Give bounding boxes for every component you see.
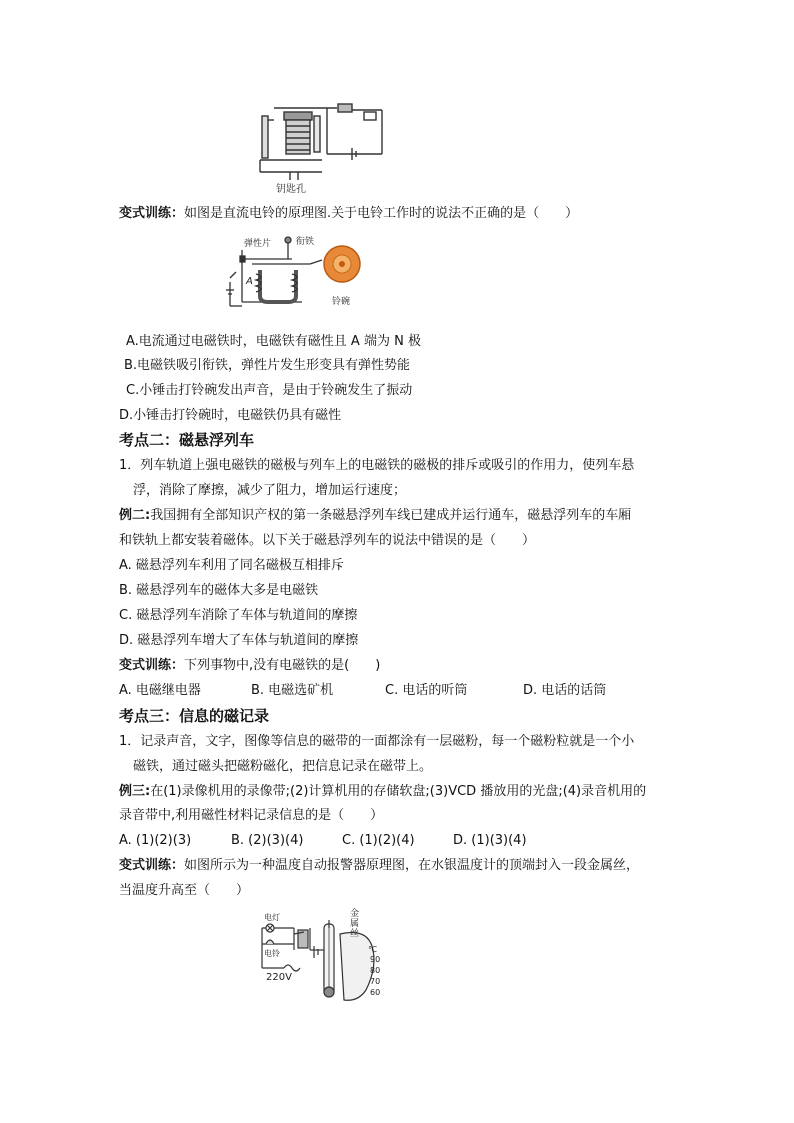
s2-variation-text: 下列事物中,没有电磁铁的是( ): [184, 658, 381, 673]
s3-variation-line2: 当温度升高至（ ）: [119, 883, 250, 898]
s3-example-line2: 录音带中,利用磁性材料记录信息的是（ ）: [119, 808, 384, 823]
s3-point-line1: 1．记录声音，文字，图像等信息的磁带的一面都涂有一层磁粉，每一个磁粉粒就是一个小: [119, 734, 635, 749]
s2-example-line1: 我国拥有全部知识产权的第一条磁悬浮列车线已建成并运行通车，磁悬浮列车的车厢: [150, 508, 632, 523]
tick-60: 60: [370, 988, 381, 997]
tick-70: 70: [370, 977, 381, 986]
s2-ex-option-b: B. 磁悬浮列车的磁体大多是电磁铁: [119, 583, 319, 598]
s3-example-line1: 在(1)录像机用的录像带;(2)计算机用的存储软盘;(3)VCD 播放用的光盘;(4)录音机用的: [150, 784, 647, 799]
section-2-title: 考点二：磁悬浮列车: [119, 431, 255, 449]
s2-v-option-a: A. 电磁继电器: [119, 683, 201, 698]
s2-v-option-d: D. 电话的话筒: [523, 683, 607, 698]
s2-example-line2: 和铁轨上都安装着磁体。以下关于磁悬浮列车的说法中错误的是（ ）: [119, 533, 536, 548]
s3-ex-option-d: D. (1)(3)(4): [453, 833, 527, 848]
figure1-caption: 钥匙孔: [276, 184, 306, 194]
label-celsius: ℃: [368, 945, 377, 954]
label-lamp: 电灯: [264, 913, 280, 922]
v1-option-a: A.电流通过电磁铁时，电磁铁有磁性且 A 端为 N 极: [126, 334, 421, 349]
s3-point-line2: 磁铁，通过磁头把磁粉磁化，把信息记录在磁带上。: [133, 759, 433, 774]
s3-ex-option-b: B. (2)(3)(4): [231, 833, 304, 848]
s3-example: [119, 784, 646, 800]
s2-example: [119, 508, 631, 524]
s3-variation: [119, 858, 639, 874]
v1-option-c: C.小锤击打铃碗发出声音，是由于铃碗发生了振动: [126, 383, 413, 398]
figure-temperature-alarm: [258, 906, 398, 1006]
label-wire-2: 属: [350, 919, 360, 929]
figure-electric-bell: [222, 232, 372, 314]
tick-90: 90: [370, 955, 381, 964]
s2-point-line2: 浮，消除了摩擦，减少了阻力，增加运行速度；: [133, 483, 407, 498]
s2-v-option-c: C. 电话的听筒: [385, 683, 468, 698]
s2-ex-option-d: D. 磁悬浮列车增大了车体与轨道间的摩擦: [119, 633, 359, 648]
example-label: 例二:: [119, 508, 151, 523]
label-wire-3: 丝: [350, 929, 360, 939]
s3-ex-option-c: C. (1)(2)(4): [342, 833, 415, 848]
s2-variation: [119, 658, 380, 674]
label-220v: 220V: [266, 972, 292, 983]
variation-1-question: [119, 206, 578, 222]
label-pole-a: A: [246, 276, 253, 287]
s2-ex-option-c: C. 磁悬浮列车消除了车体与轨道间的摩擦: [119, 608, 358, 623]
variation-label: 变式训练：: [119, 206, 185, 221]
variation-label: 变式训练：: [119, 658, 185, 673]
s2-ex-option-a: A. 磁悬浮列车利用了同名磁极互相排斥: [119, 558, 344, 573]
label-bell: 电铃: [264, 949, 280, 958]
s3-variation-line1: 如图所示为一种温度自动报警器原理图，在水银温度计的顶端封入一段金属丝，: [184, 858, 640, 873]
variation-1-text: 如图是直流电铃的原理图.关于电铃工作时的说法不正确的是（ ）: [184, 206, 579, 221]
label-wire-1: 金: [350, 909, 360, 919]
section-3-title: 考点三：信息的磁记录: [119, 707, 270, 725]
s2-point-line1: 1．列车轨道上强电磁铁的磁极与列车上的电磁铁的磁极的排斥或吸引的作用力，使列车悬: [119, 458, 635, 473]
variation-label: 变式训练：: [119, 858, 185, 873]
s2-v-option-b: B. 电磁选矿机: [251, 683, 334, 698]
label-bowl: 铃碗: [332, 297, 351, 307]
label-armature: 衔铁: [296, 237, 315, 247]
example-label: 例三:: [119, 784, 151, 799]
figure-relay-lock: [252, 98, 392, 194]
tick-80: 80: [370, 966, 381, 975]
v1-option-b: B.电磁铁吸引衔铁，弹性片发生形变具有弹性势能: [124, 358, 411, 373]
s3-ex-option-a: A. (1)(2)(3): [119, 833, 192, 848]
label-spring: 弹性片: [244, 239, 272, 249]
v1-option-d: D.小锤击打铃碗时，电磁铁仍具有磁性: [119, 408, 342, 423]
